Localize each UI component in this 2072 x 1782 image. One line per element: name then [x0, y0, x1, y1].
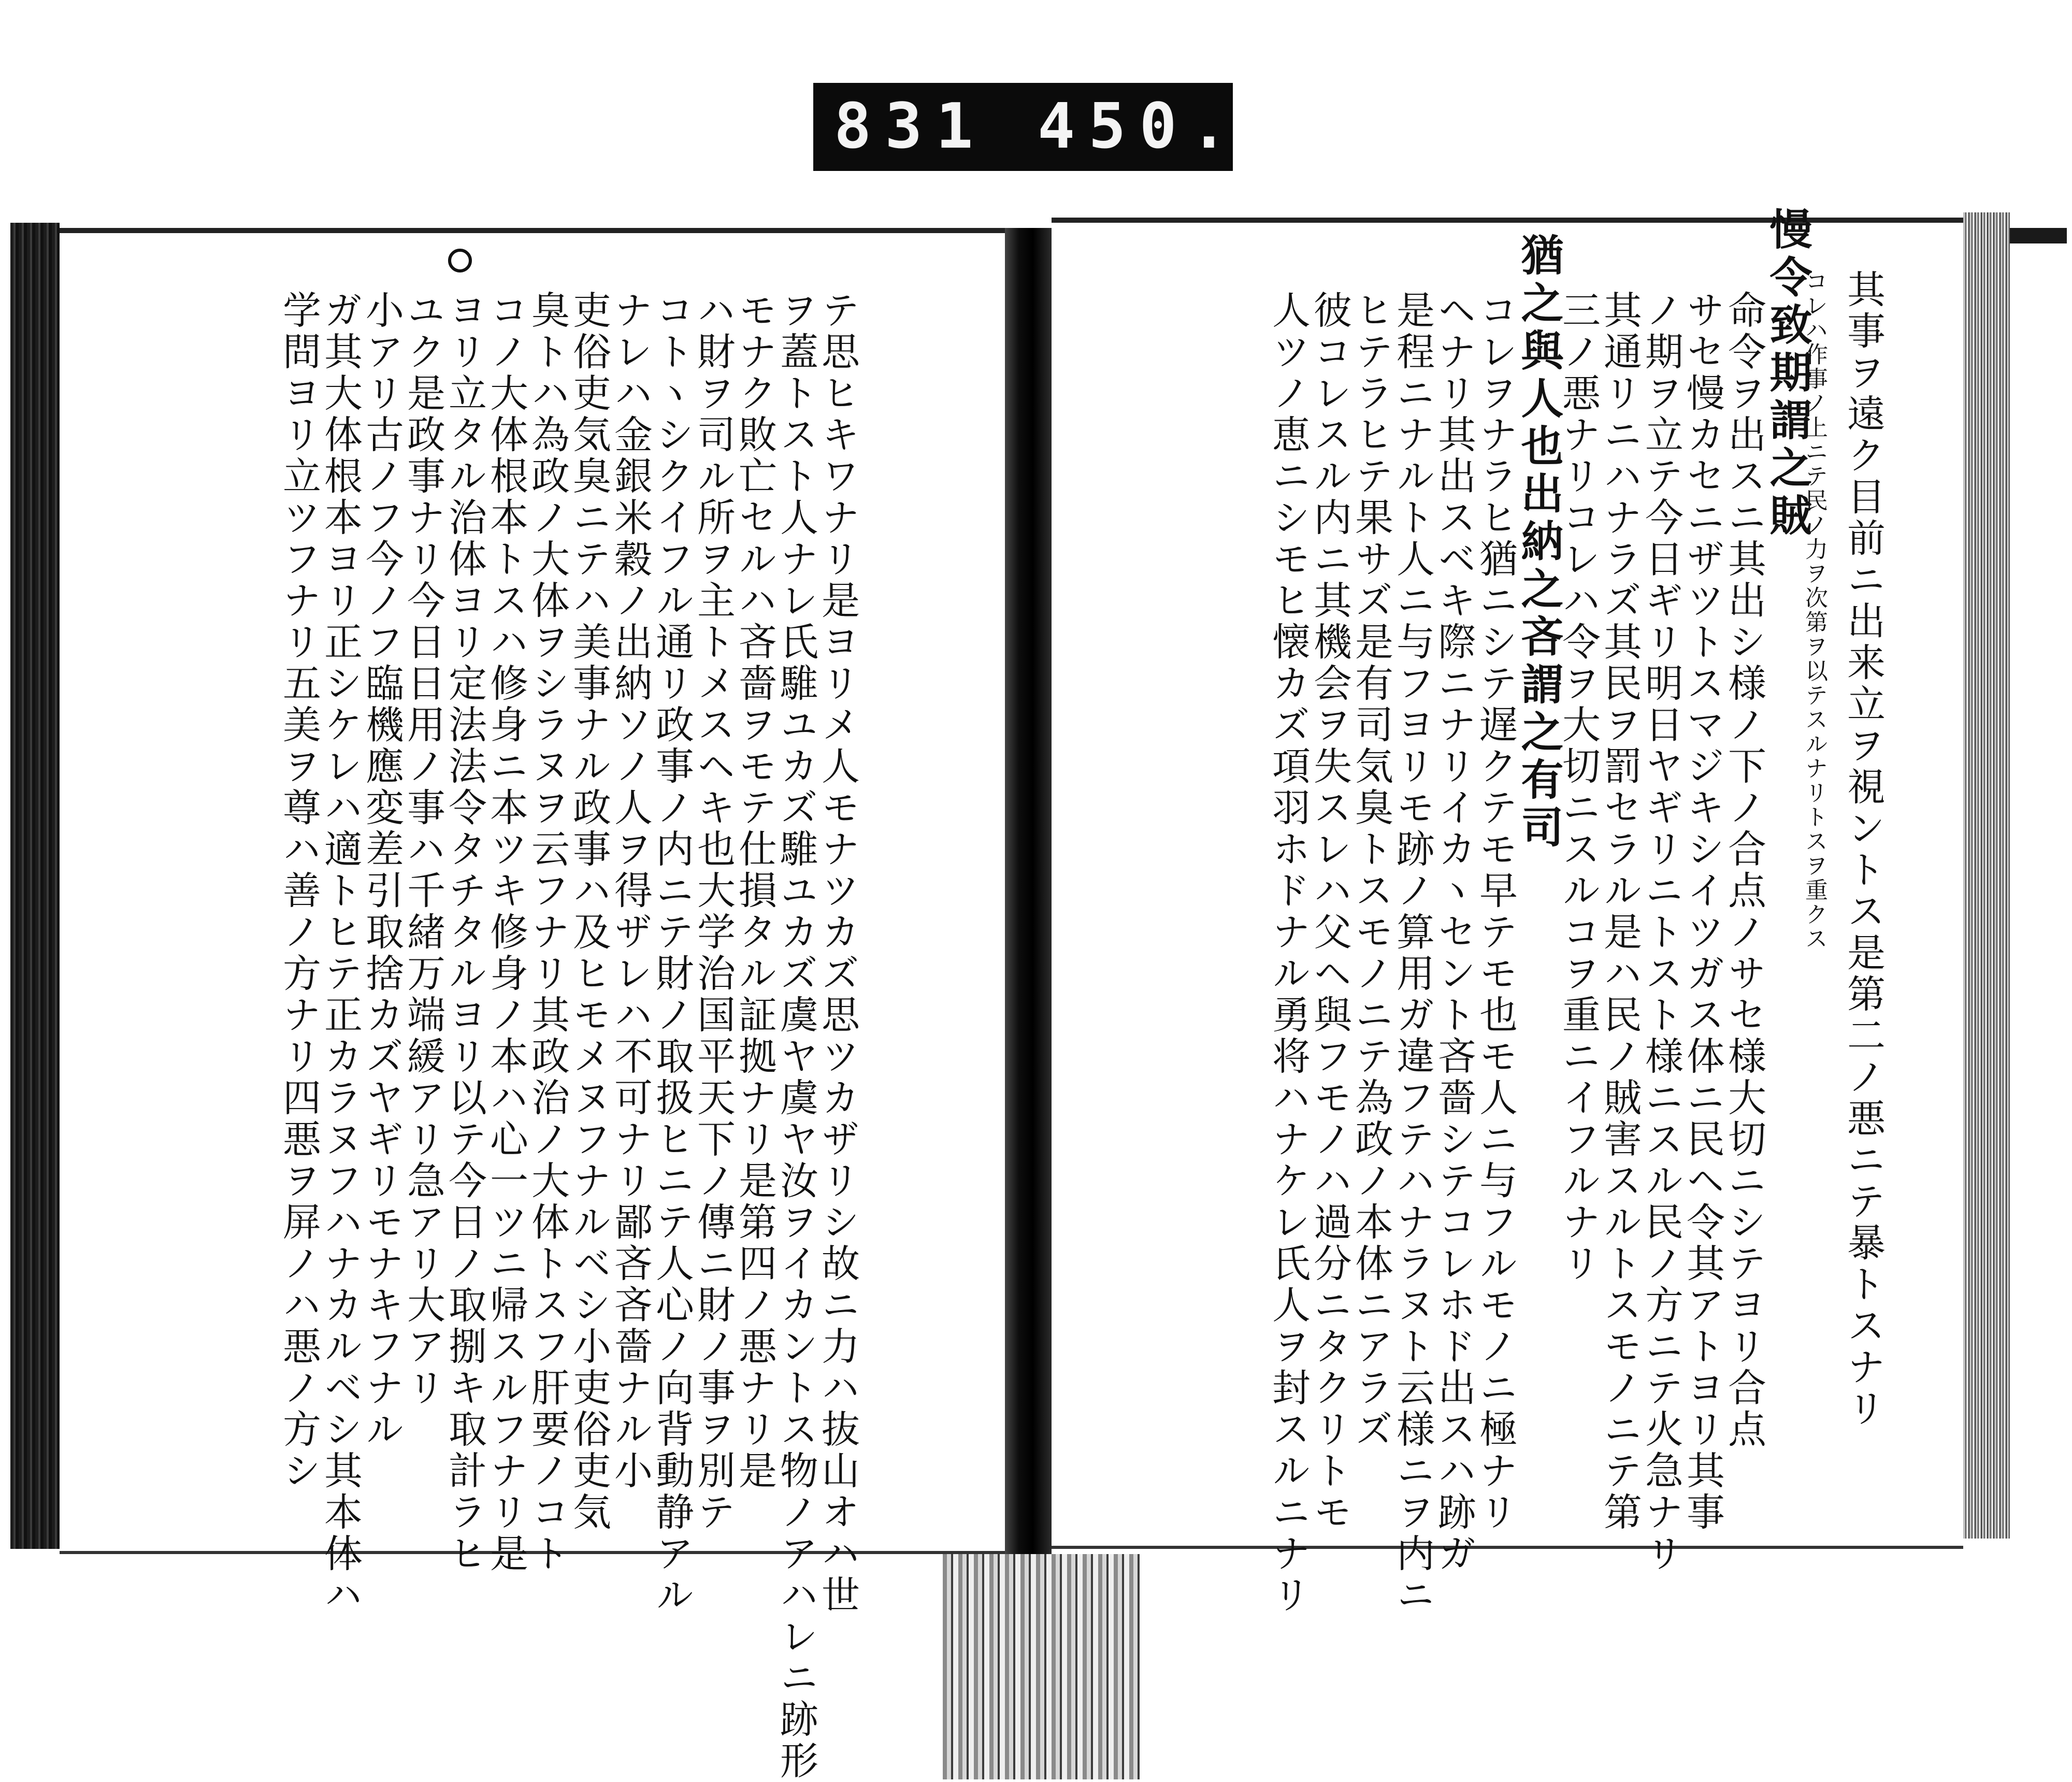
left-page-column: 小アリ古ノフ今ノフ臨機應変差引取捨カズヤギリモナキフナル	[359, 290, 404, 1450]
right-page-column: コレヲナラヒ猶ニシテ遅クテモ早テモ也モ人ニ与フルモノニ極ナリ	[1473, 290, 1518, 1533]
right-page-column: 命令ヲ出スニ其出シ様ノ下ノ合点ノサセ様大切ニシテヨリ合点	[1722, 290, 1766, 1450]
right-page-column: 人ツノ恵ニシモヒ懐カズ項羽ホドナル勇将ハナケレ氏人ヲ封スルニナリ	[1266, 290, 1311, 1616]
left-page-column: 臭トハ為政ノ大体ヲシラヌヲ云フナリ其政治ノ大体トスフ肝要ノコト	[525, 290, 570, 1575]
book-spine	[943, 1554, 1140, 1779]
left-page-column: ハ財ヲ司ル所ヲ主トメスヘキ也大学治国平天下ノ傳ニ財ノ事ヲ別テ	[691, 290, 736, 1533]
left-page-column: 学問ヨリ立ツフナリ五美ヲ尊ハ善ノ方ナリ四悪ヲ屏ノハ悪ノ方シ	[277, 290, 321, 1492]
right-page-column: ノ期ヲ立テ今日ギリ明日ヤギリニトスト様ニスル民ノ方ニテ火急ナリ	[1639, 290, 1684, 1575]
left-page-column: ヨリ立タル治体ヨリ定法法令タチタルヨリ以テ今日ノ取捌キ取計ラヒ	[442, 290, 487, 1575]
right-page-column: ヒテラヒテ果サズ是有司気臭トスモノニテ為政ノ本体ニアラズ	[1349, 290, 1393, 1450]
left-page-column: ヲ蓋トスト人ナレ氏騅ユカズ騅ユカズ虞ヤ虞ヤ汝ヲイカントス物ノアハレニ跡形	[774, 290, 818, 1782]
right-page-column: 其通リニハナラズ其民ヲ罰セラル是ハ民ノ賊害スルトスモノニテ第	[1598, 290, 1642, 1533]
right-page-column: サセ慢カセニザツトスマジキシイツガス体ニ民ヘ令其アトヨリ其事	[1680, 290, 1725, 1533]
paragraph-circle-mark	[448, 249, 472, 272]
left-page-column: コトヽシクイフル通リ政事ノ内ニテ財ノ取扱ヒニテ人心ノ向背動静アル	[650, 290, 694, 1616]
archive-label: 831 450.	[813, 83, 1233, 171]
page-stack-right	[1963, 212, 2010, 1539]
right-page-column: 慢令致期謂之賊	[1763, 207, 1812, 541]
left-page-column: ナレハ金銀米穀ノ出納ソノ人ヲ得ザレハ不可ナリ鄙吝吝嗇ナル小	[608, 290, 653, 1492]
right-page-column: コレハ作事ノ上ニテ民ノ力ヲ次第ヲ以テスルナリトスヲ重クス	[1801, 269, 1828, 951]
left-page-column: ユク是政事ナリ今日日用ノ事ハ千緒万端緩アリ急アリ大アリ	[401, 290, 445, 1409]
left-page-column: テ思ヒキワナリ是ヨリメ人モナツカズ思ツカザリシ故ニ力ハ抜山オハ世	[815, 290, 860, 1616]
binding-rod	[2010, 228, 2067, 243]
right-page-column: 猶之與人也出納之吝謂之有司	[1514, 233, 1564, 853]
left-page-column: ガ其大体根本ヨリ正シケレハ適トヒテ正カラヌフハナカルベシ其本体ハ	[318, 290, 363, 1616]
right-page-column: 其事ヲ遠ク目前ニ出来立ヲ視ントス是第二ノ悪ニテ暴トスナリ	[1841, 269, 1886, 1430]
right-page-column: 是程ニナルト人ニ与フヨリモ跡ノ算用ガ違フテハナラヌト云様ニヲ内ニ	[1390, 290, 1435, 1616]
left-page-column: コノ大体根本トスハ修身ニ本ツキ修身ノ本ハ心一ツニ帰スルフナリ是	[484, 290, 528, 1575]
right-page	[1052, 207, 1963, 1616]
page-stack-left	[10, 223, 60, 1549]
left-page-column: 吏俗吏気臭ニテハ美事ナル政事ハ及ヒモメヌフナルベシ小吏俗吏気	[567, 290, 611, 1533]
book-gutter	[1005, 228, 1052, 1554]
right-page-column: ヘナリ其出スベキ際ニナリイカヽセント吝嗇シテコレホド出スハ跡ガ	[1432, 290, 1476, 1575]
left-page-column: モナク敗亡セルハ吝嗇ヲモテ仕損タル証拠ナリ是第四ノ悪ナリ是	[732, 290, 777, 1492]
left-page	[60, 228, 1005, 1782]
right-page-column: 彼コレスル内ニ其機会ヲ失スレハ父ヘ與フモノハ過分ニタクリトモ	[1307, 290, 1352, 1533]
right-page-column: 三ノ悪ナリコレハ令ヲ大切ニスルコヲ重ニイフルナリ	[1556, 290, 1601, 1285]
